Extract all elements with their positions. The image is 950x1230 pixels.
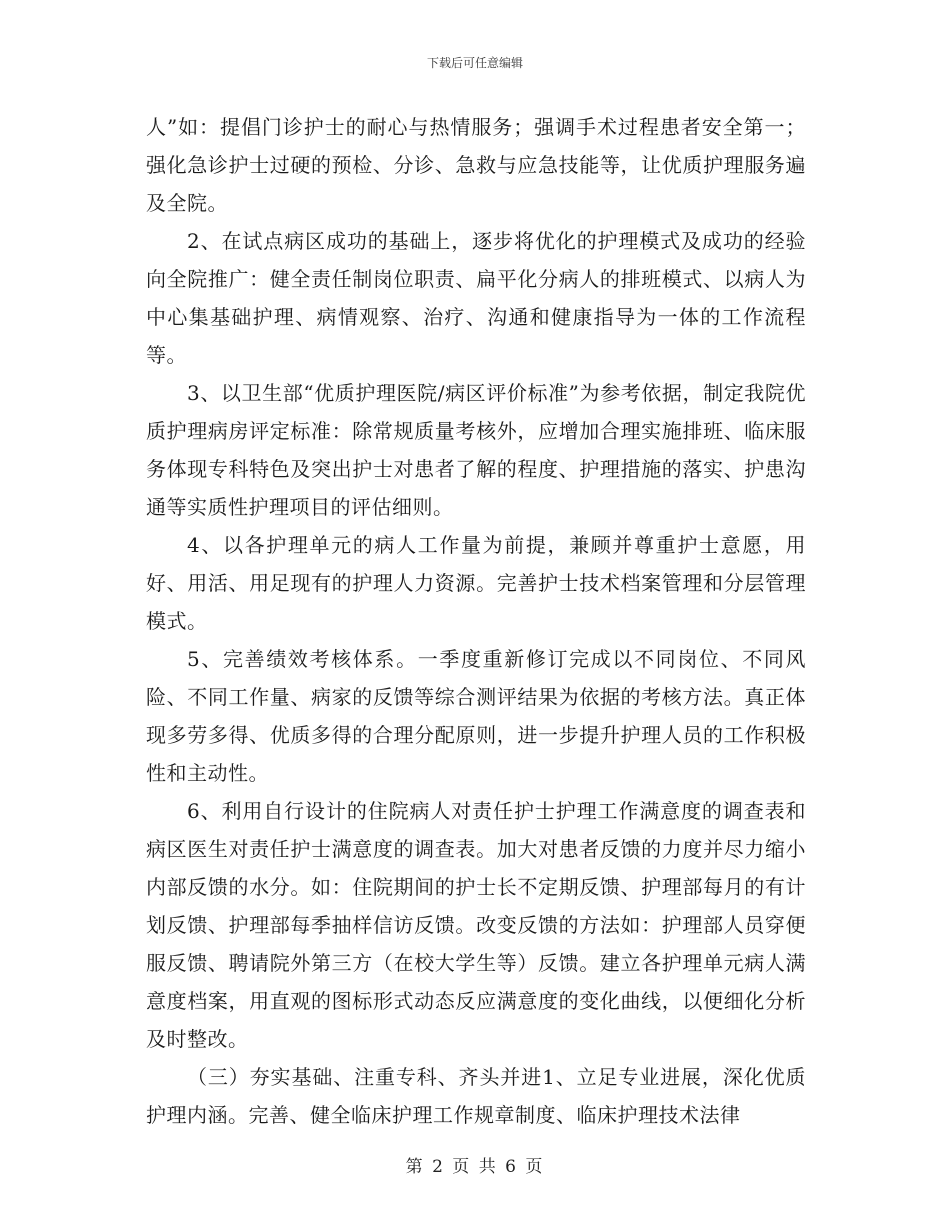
paragraph-item-3: 3、以卫生部“优质护理医院/病区评价标准”为参考依据，制定我院优质护理病房评定标准：除常规质量考核外，应增加合理实施排班、临床服务体现专科特色及突出护士对患者了解的程度、护理措施的落实、护患沟通等实质性护理项目的评估细则。 bbox=[146, 381, 806, 519]
paragraph-section-3: （三）夯实基础、注重专科、齐头并进1、立足专业进展，深化优质护理内涵。完善、健全临床护理工作规章制度、临床护理技术法律 bbox=[146, 1065, 806, 1127]
paragraph-continuation: 人”如：提倡门诊护士的耐心与热情服务；强调手术过程患者安全第一；强化急诊护士过硬的预检、分诊、急救与应急技能等，让优质护理服务遍及全院。 bbox=[146, 115, 806, 215]
paragraph-item-2: 2、在试点病区成功的基础上，逐步将优化的护理模式及成功的经验向全院推广：健全责任制岗位职责、扁平化分病人的排班模式、以病人为中心集基础护理、病情观察、治疗、沟通和健康指导为一体的工作流程等。 bbox=[146, 229, 806, 367]
document-body bbox=[146, 108, 806, 1134]
page-header: 下载后可任意编辑 bbox=[426, 56, 523, 70]
page-number: 第 2 页 共 6 页 bbox=[405, 1157, 545, 1177]
paragraph-item-4: 4、以各护理单元的病人工作量为前提，兼顾并尊重护士意愿，用好、用活、用足现有的护理人力资源。完善护士技术档案管理和分层管理模式。 bbox=[146, 533, 806, 633]
paragraph-item-5: 5、完善绩效考核体系。一季度重新修订完成以不同岗位、不同风险、不同工作量、病家的反馈等综合测评结果为依据的考核方法。真正体现多劳多得、优质多得的合理分配原则，进一步提升护理人员的工作积极性和主动性。 bbox=[146, 647, 806, 785]
paragraph-item-6: 6、利用自行设计的住院病人对责任护士护理工作满意度的调查表和病区医生对责任护士满意度的调查表。加大对患者反馈的力度并尽力缩小内部反馈的水分。如：住院期间的护士长不定期反馈、护理部每月的有计划反馈、护理部每季抽样信访反馈。改变反馈的方法如：护理部人员穿便服反馈、聘请院外第三方（在校大学生等）反馈。建立各护理单元病人满意度档案，用直观的图标形式动态反应满意度的变化曲线，以便细化分析及时整改。 bbox=[146, 799, 806, 1051]
